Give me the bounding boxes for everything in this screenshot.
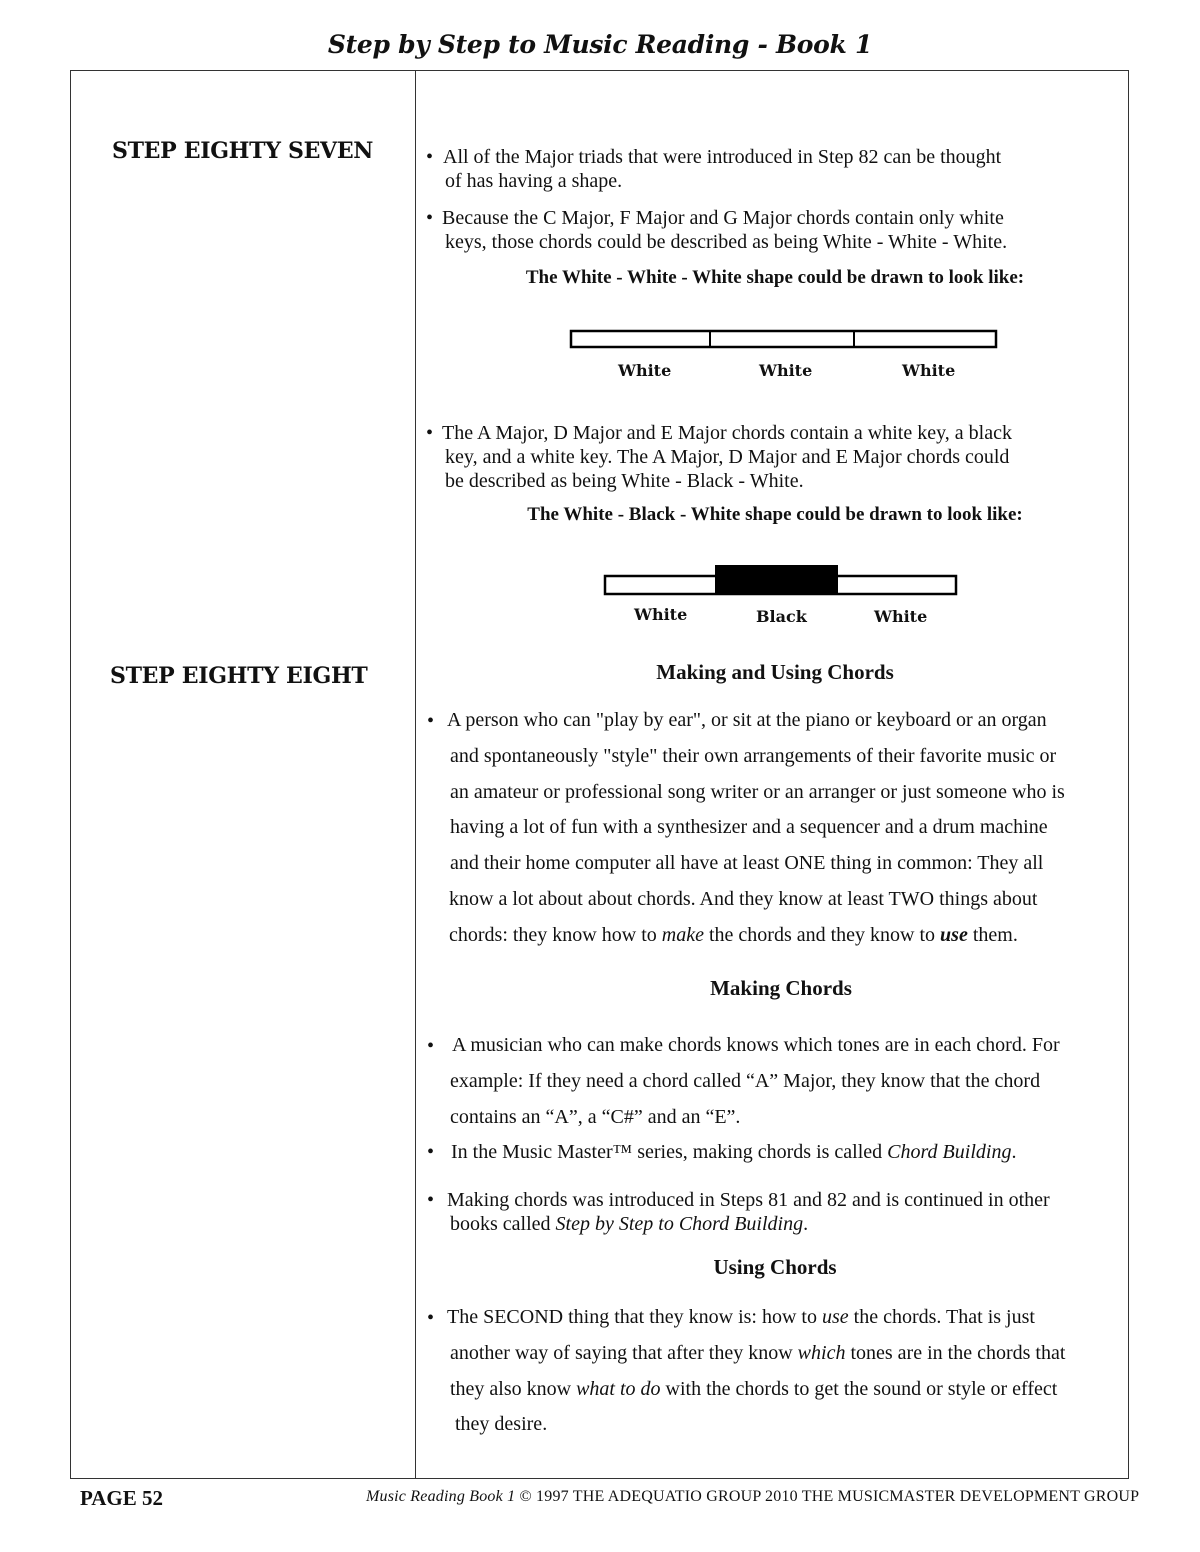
copyright-notice [366, 1488, 1139, 1506]
wbw-label-2: Black [756, 607, 807, 626]
page-header-title: Step by Step to Music Reading - Book 1 [327, 30, 873, 59]
emphasis-chord-building: Chord Building [887, 1141, 1012, 1163]
text-line [447, 918, 1127, 954]
paragraph-making-chords [452, 1028, 1122, 1135]
paragraph-play-by-ear [447, 703, 1127, 954]
bullet-1-line-2: of has having a shape. [445, 170, 623, 192]
text-run: . [803, 1213, 809, 1235]
text-line: and spontaneously "style" their own arrangements of their favorite music or [450, 744, 1057, 767]
bullet-2-line-2: keys, those chords could be described as being White - White - White. [445, 231, 1008, 253]
text-run: them. [967, 923, 1018, 946]
text-run: tones are in the chords that [845, 1341, 1066, 1364]
paragraph-chord-building [451, 1140, 1016, 1164]
footer-book-title: Music Reading Book 1 [366, 1488, 516, 1505]
wbw-label-3: White [874, 607, 928, 626]
text-run: the chords. That is just [848, 1306, 1035, 1328]
text-run: they also know [450, 1377, 577, 1400]
text-line: example: If they need a chord called “A” Major, they know that the chord [450, 1069, 1041, 1092]
emphasis-which: which [797, 1341, 846, 1364]
heading-making-chords: Making Chords [710, 976, 852, 1000]
paragraph-using-chords [447, 1300, 1127, 1443]
text-line: A musician who can make chords knows which tones are in each chord. For [452, 1034, 1060, 1056]
emphasis-use: use [821, 1306, 849, 1328]
text-line: contains an “A”, a “C#” and an “E”. [450, 1105, 741, 1128]
text-line: they desire. [455, 1413, 548, 1436]
heading-using-chords: Using Chords [713, 1255, 837, 1279]
emphasis-what-to-do: what to do [576, 1377, 661, 1400]
footer-copyright: © 1997 THE ADEQUATIO GROUP 2010 THE MUSICMASTER DEVELOPMENT GROUP [515, 1488, 1140, 1505]
bullet: • [426, 207, 434, 229]
bullet-3-line-3: be described as being White - Black - White. [445, 470, 804, 492]
www-label-1: White [618, 361, 672, 380]
bullet-steps-81-82-line-2 [450, 1212, 808, 1236]
emphasis-make: make [661, 923, 704, 946]
column-divider [415, 70, 416, 1479]
bullet: • [427, 1141, 435, 1163]
heading-making-and-using-chords: Making and Using Chords [656, 660, 894, 684]
text-line [447, 1372, 1127, 1408]
text-line: an amateur or professional song writer or an arranger or just someone who is [450, 780, 1065, 803]
white-white-white-shape [560, 325, 1010, 355]
text-run: with the chords to get the sound or style or effect [660, 1377, 1058, 1400]
bullet-steps-81-82-line-1: Making chords was introduced in Steps 81 and 82 and is continued in other [447, 1189, 1050, 1211]
text-run: The SECOND thing that they know is: how to [447, 1306, 822, 1328]
text-run: the chords and they know to [703, 923, 941, 946]
emphasis-book-title: Step by Step to Chord Building [555, 1213, 804, 1235]
white-black-white-shape [598, 562, 963, 602]
text-run: books called [450, 1213, 556, 1235]
text-line: having a lot of fun with a synthesizer and a sequencer and a drum machine [450, 816, 1048, 839]
text-line: and their home computer all have at least ONE thing in common: They all [450, 852, 1044, 875]
text-run: In the Music Master™ series, making chords is called [451, 1141, 888, 1163]
bullet: • [426, 146, 434, 168]
bullet: • [427, 1189, 435, 1211]
text-line: know a lot about about chords. And they know at least TWO things about [449, 887, 1038, 910]
bullet-3-line-2: key, and a white key. The A Major, D Major and E Major chords could [445, 446, 1010, 468]
bullet-3-line-1: The A Major, D Major and E Major chords contain a white key, a black [442, 422, 1012, 444]
emphasis-use: use [940, 923, 968, 946]
text-line: A person who can "play by ear", or sit at the piano or keyboard or an organ [447, 709, 1047, 731]
bullet-1-line-1: All of the Major triads that were introduced in Step 82 can be thought [443, 146, 1002, 168]
bullet: • [427, 710, 435, 732]
www-label-2: White [759, 361, 813, 380]
text-run: another way of saying that after they know [450, 1341, 798, 1364]
text-line [447, 1300, 1127, 1336]
wbw-caption: The White - Black - White shape could be drawn to look like: [527, 504, 1023, 525]
bullet: • [427, 1307, 435, 1329]
www-caption: The White - White - White shape could be drawn to look like: [525, 267, 1025, 288]
step-88-label: STEP EIGHTY EIGHT [110, 663, 368, 689]
wbw-label-1: White [634, 605, 688, 624]
bullet-2-line-1: Because the C Major, F Major and G Major chords contain only white [442, 207, 1004, 229]
bullet: • [426, 422, 434, 444]
text-run: chords: they know how to [449, 923, 662, 946]
text-line [447, 1336, 1127, 1372]
bullet: • [427, 1035, 435, 1057]
step-87-label: STEP EIGHTY SEVEN [112, 138, 374, 164]
www-label-3: White [902, 361, 956, 380]
text-run: . [1011, 1141, 1017, 1163]
page-number: PAGE 52 [80, 1486, 164, 1510]
